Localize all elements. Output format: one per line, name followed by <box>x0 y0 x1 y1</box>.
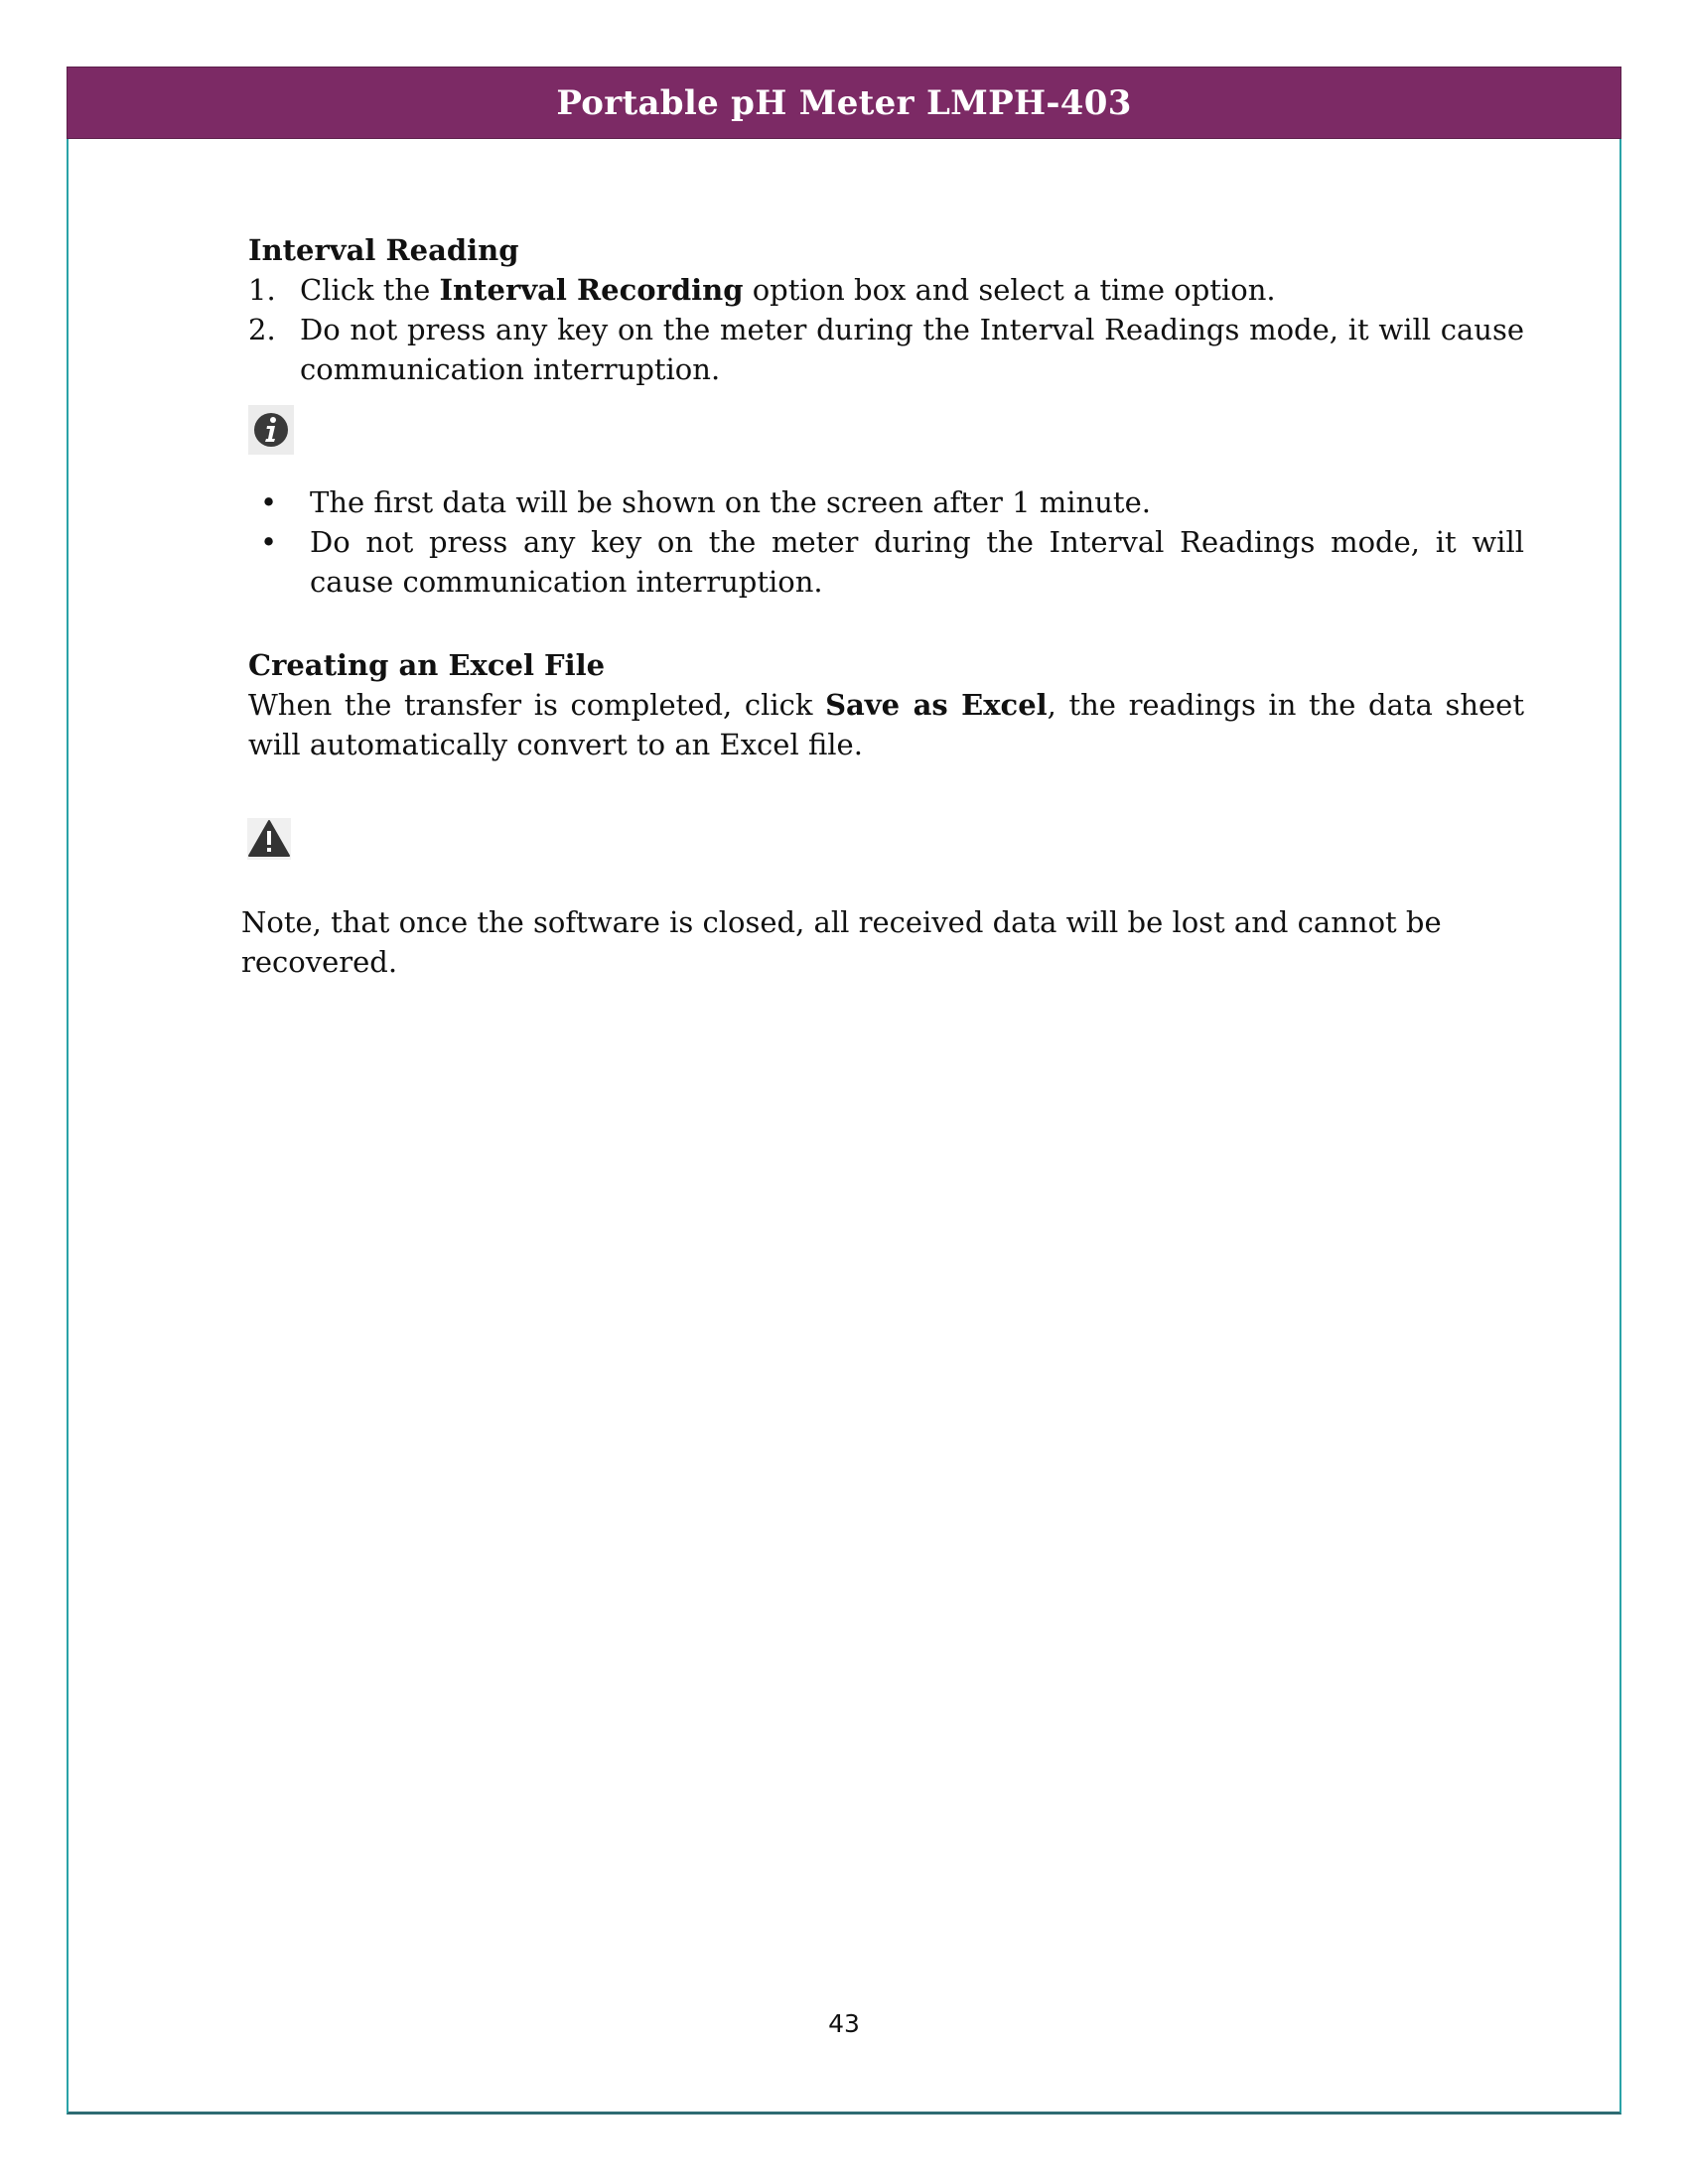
excel-text-pre: When the transfer is completed, click <box>248 688 826 722</box>
page-header <box>67 67 1621 139</box>
excel-section <box>248 645 1524 764</box>
step-text-pre: Click the <box>300 273 440 307</box>
bullet: • <box>260 525 278 559</box>
interval-reading-heading: Interval Reading <box>248 233 519 267</box>
note-text: Do not press any key on the meter during the Interval Readings mode, it will cause communication interruption. <box>310 525 1524 599</box>
warning-icon <box>247 818 291 860</box>
list-item <box>248 270 1524 310</box>
step-text-bold: Interval Recording <box>439 273 744 307</box>
excel-heading: Creating an Excel File <box>248 648 606 682</box>
excel-paragraph <box>248 685 1524 764</box>
page-number: 43 <box>828 2009 860 2038</box>
note-text: The first data will be shown on the screen after 1 minute. <box>310 485 1151 519</box>
list-item <box>248 482 1524 522</box>
bullet: • <box>260 485 278 519</box>
interval-steps-list <box>248 270 1524 389</box>
list-item <box>248 310 1524 389</box>
step-text-post: option box and select a time option. <box>743 273 1276 307</box>
step-text: Do not press any key on the meter during the Interval Readings mode, it will cause communication interruption. <box>300 313 1524 386</box>
main-content <box>248 230 1524 764</box>
step-number: 2. <box>248 313 276 346</box>
list-item <box>248 522 1524 602</box>
warning-note: Note, that once the software is closed, all received data will be lost and cannot be recovered. <box>241 905 1442 979</box>
excel-text-post: , the readings in the data sheet will automatically convert to an Excel file. <box>248 688 1524 761</box>
excel-text-bold: Save as Excel <box>825 688 1048 722</box>
info-icon <box>248 405 294 455</box>
interval-notes-list <box>248 482 1524 602</box>
info-icon-row <box>248 405 1524 463</box>
step-number: 1. <box>248 273 276 307</box>
header-title: Portable pH Meter LMPH-403 <box>556 82 1132 123</box>
